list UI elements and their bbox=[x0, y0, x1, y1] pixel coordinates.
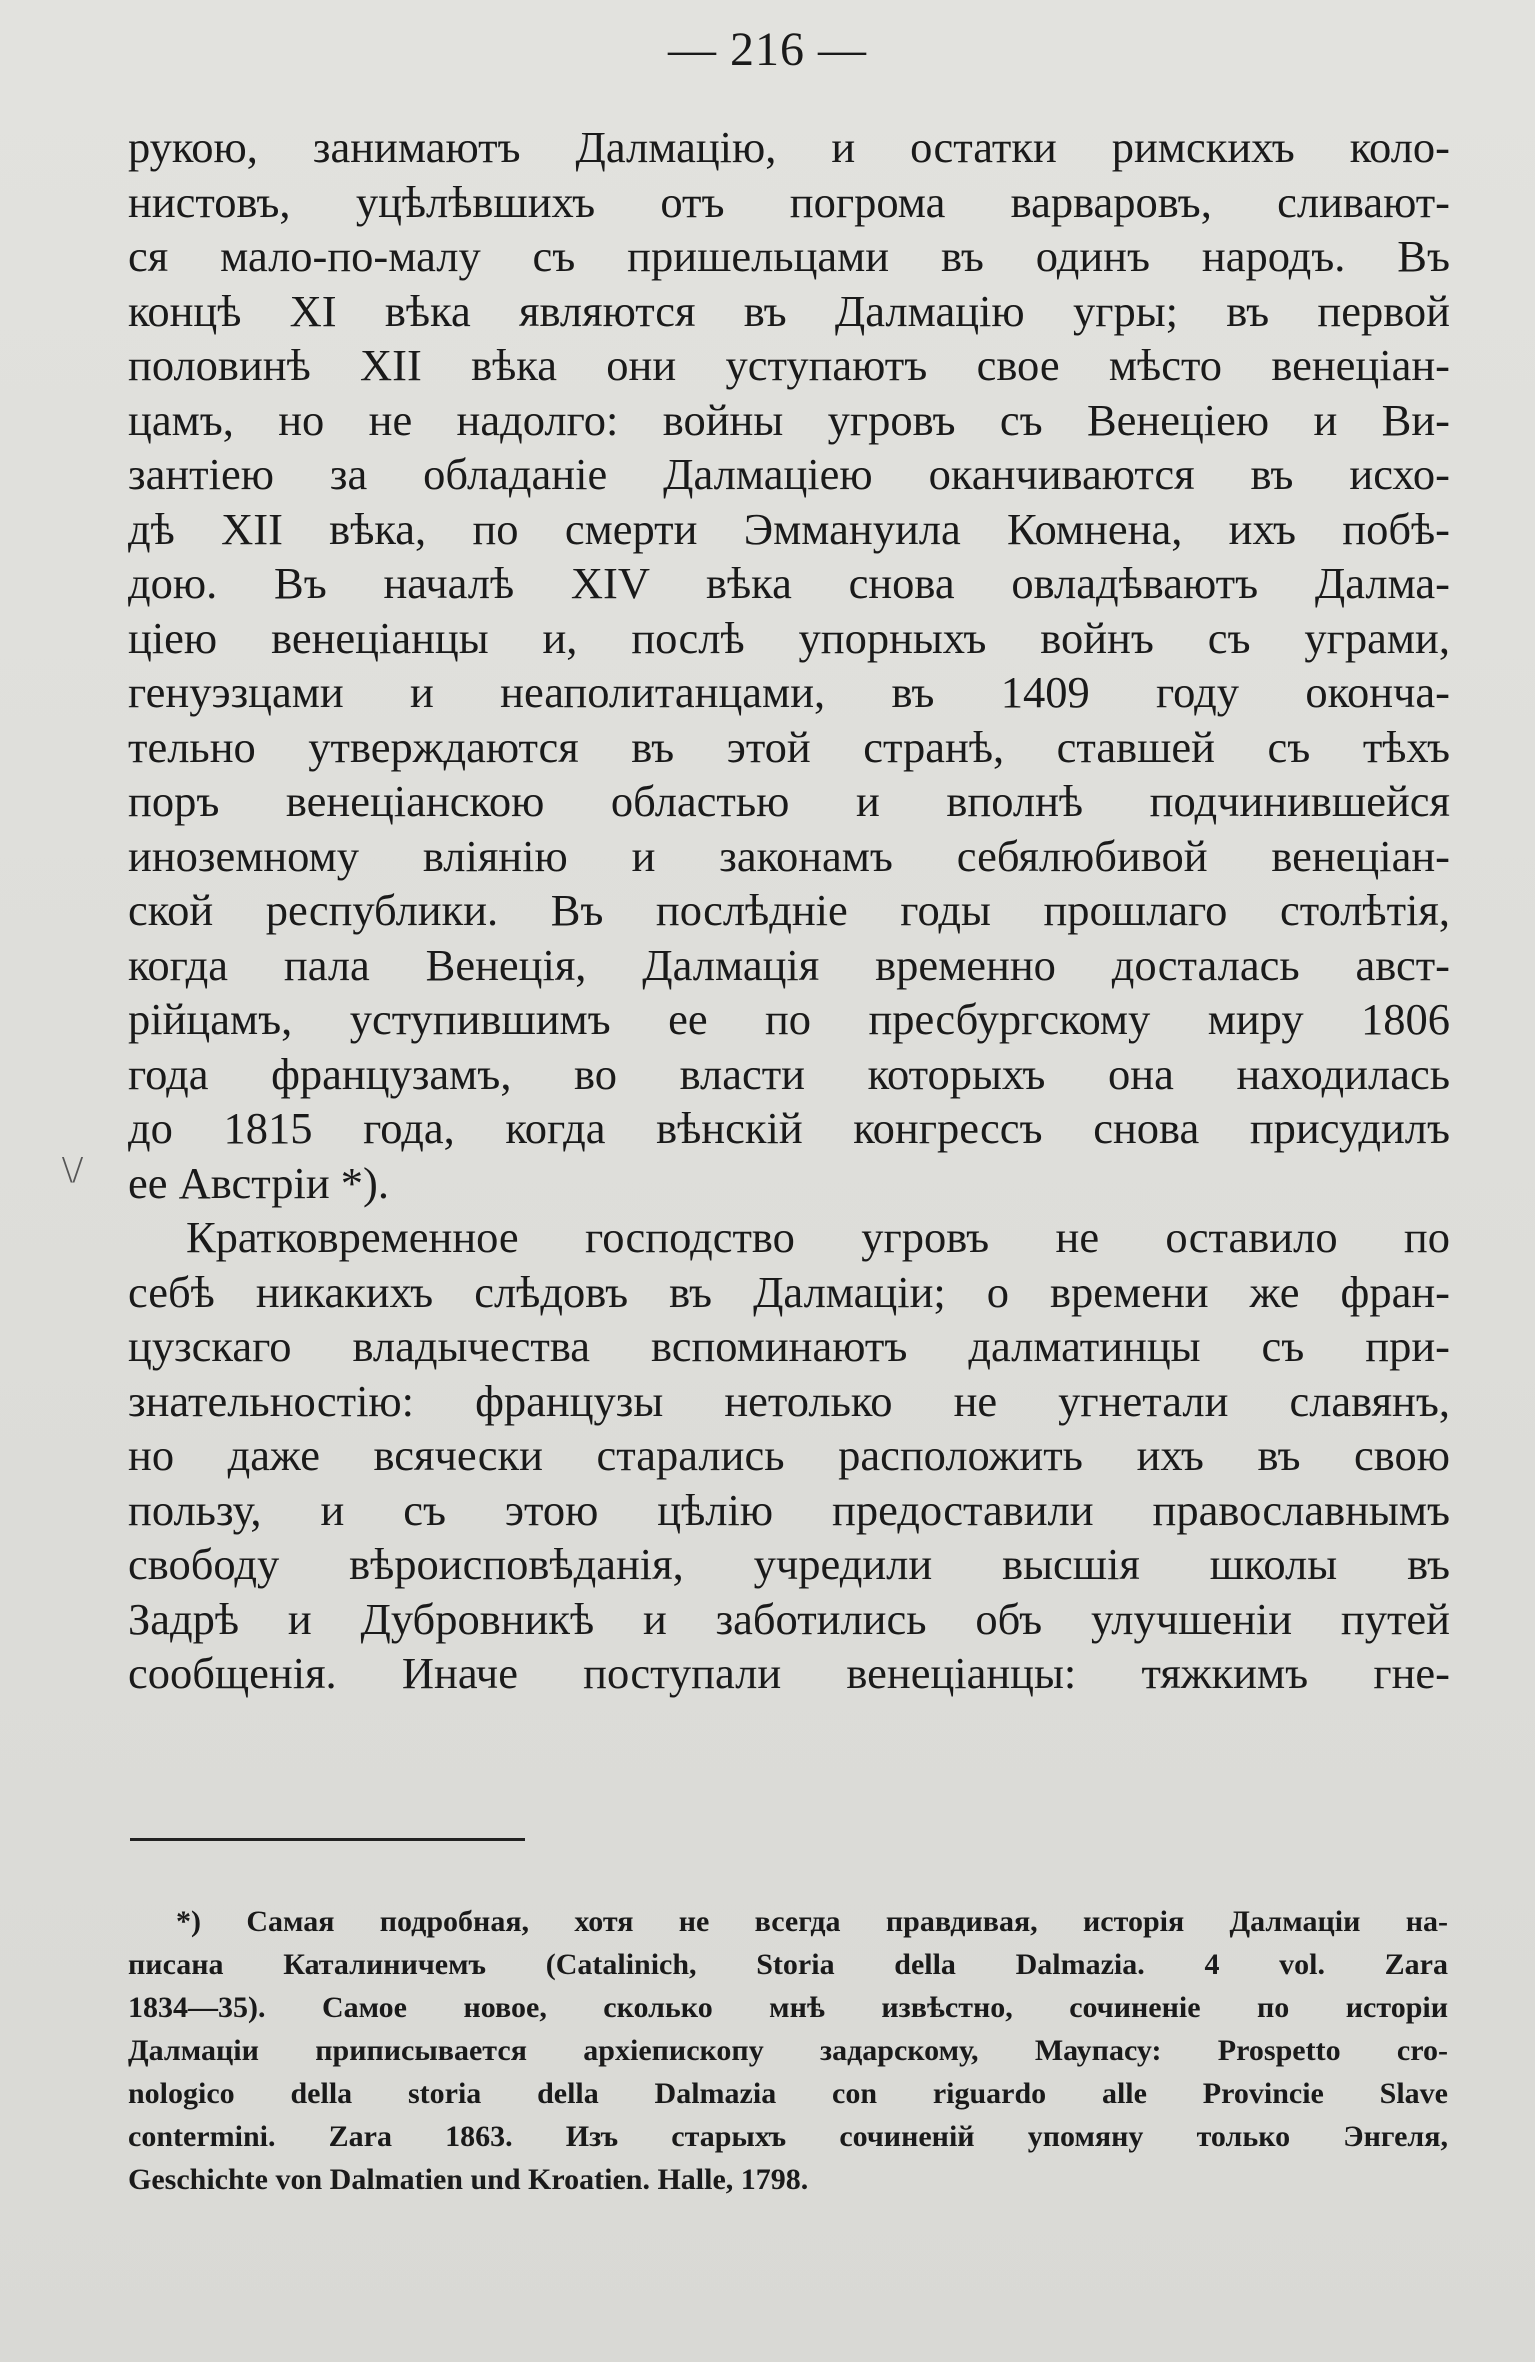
text-line: ся мало-по-малу съ пришельцами въ одинъ народъ. Въ bbox=[128, 231, 1450, 281]
text-line: года французамъ, во власти которыхъ она находилась bbox=[128, 1048, 1450, 1099]
main-text bbox=[128, 120, 1450, 1701]
text-line: Задрѣ и Дубровникѣ и заботились объ улучшеніи путей bbox=[128, 1593, 1450, 1644]
text-line-paragraph-start: Кратковременное господство угровъ не оставило по bbox=[186, 1212, 1450, 1262]
text-line: дою. Въ началѣ XIV вѣка снова овладѣваютъ Далма- bbox=[128, 558, 1450, 608]
text-line: ціею венеціанцы и, послѣ упорныхъ войнъ съ уграми, bbox=[128, 612, 1450, 663]
text-line: но даже всячески старались расположить ихъ въ свою bbox=[128, 1430, 1450, 1480]
text-line: дѣ XII вѣка, по смерти Эммануила Комнена, ихъ побѣ- bbox=[128, 503, 1450, 554]
footnote-divider bbox=[130, 1838, 525, 1841]
margin-pencil-mark: \/ bbox=[62, 1149, 84, 1191]
text-line: рукою, занимаютъ Далмацію, и остатки римскихъ коло- bbox=[128, 122, 1450, 172]
text-line: концѣ XI вѣка являются въ Далмацію угры; въ первой bbox=[128, 285, 1450, 336]
text-line: половинѣ XII вѣка они уступаютъ свое мѣсто венеціан- bbox=[128, 340, 1450, 390]
footnote-line: *) Самая подробная, хотя не всегда правдивая, исторія Далмаціи на- bbox=[176, 1905, 1448, 1938]
footnote-line: писана Каталиничемъ (Catalinich, Storia della Dalmazia. 4 vol. Zara bbox=[128, 1948, 1448, 1981]
text-line: знательностію: французы нетолько не угнетали славянъ, bbox=[128, 1375, 1450, 1426]
text-line: сообщенія. Иначе поступали венеціанцы: тяжкимъ гне- bbox=[128, 1648, 1450, 1698]
text-line: свободу вѣроисповѣданія, учредили высшія школы въ bbox=[128, 1539, 1450, 1589]
text-line: зантіею за обладаніе Далмаціею оканчиваются въ исхо- bbox=[128, 449, 1450, 499]
text-line: пользу, и съ этою цѣлію предоставили православнымъ bbox=[128, 1484, 1450, 1535]
text-line: нистовъ, уцѣлѣвшихъ отъ погрома варваровъ, сливают- bbox=[128, 176, 1450, 227]
text-line: поръ венеціанскою областью и вполнѣ подчинившейся bbox=[128, 776, 1450, 826]
footnote-line: Далмаціи приписывается архіепископу задарскому, Маупасу: Prospetto cro- bbox=[128, 2034, 1448, 2067]
text-line: себѣ никакихъ слѣдовъ въ Далмаціи; о времени же фран- bbox=[128, 1266, 1450, 1317]
footnote-line: Geschichte von Dalmatien und Kroatien. Halle, 1798. bbox=[128, 2163, 809, 2196]
text-line: цамъ, но не надолго: войны угровъ съ Венеціею и Ви- bbox=[128, 394, 1450, 445]
text-line: ской республики. Въ послѣдніе годы прошлаго столѣтія, bbox=[128, 885, 1450, 935]
text-line: генуэзцами и неаполитанцами, въ 1409 году оконча- bbox=[128, 667, 1450, 717]
footnote-line: 1834—35). Самое новое, сколько мнѣ извѣстно, сочиненіе по исторіи bbox=[128, 1991, 1448, 2024]
page-number: — 216 — bbox=[668, 23, 867, 76]
footnote-line: contermini. Zara 1863. Изъ старыхъ сочиненій упомяну только Энгеля, bbox=[128, 2120, 1448, 2153]
text-line: до 1815 года, когда вѣнскій конгрессъ снова присудилъ bbox=[128, 1103, 1450, 1153]
footnote bbox=[128, 1900, 1448, 2201]
text-line: цузскаго владычества вспоминаютъ далматинцы съ при- bbox=[128, 1321, 1450, 1371]
footnote-line: nologico della storia della Dalmazia con riguardo alle Provincie Slave bbox=[128, 2077, 1448, 2110]
text-line-paragraph-end: ее Австріи *). bbox=[128, 1157, 390, 1208]
text-line: иноземному вліянію и законамъ себялюбивой венеціан- bbox=[128, 830, 1450, 881]
text-line: тельно утверждаются въ этой странѣ, ставшей съ тѣхъ bbox=[128, 721, 1450, 772]
text-line: когда пала Венеція, Далмація временно досталась авст- bbox=[128, 939, 1450, 990]
text-line: рійцамъ, уступившимъ ее по пресбургскому миру 1806 bbox=[128, 994, 1450, 1044]
